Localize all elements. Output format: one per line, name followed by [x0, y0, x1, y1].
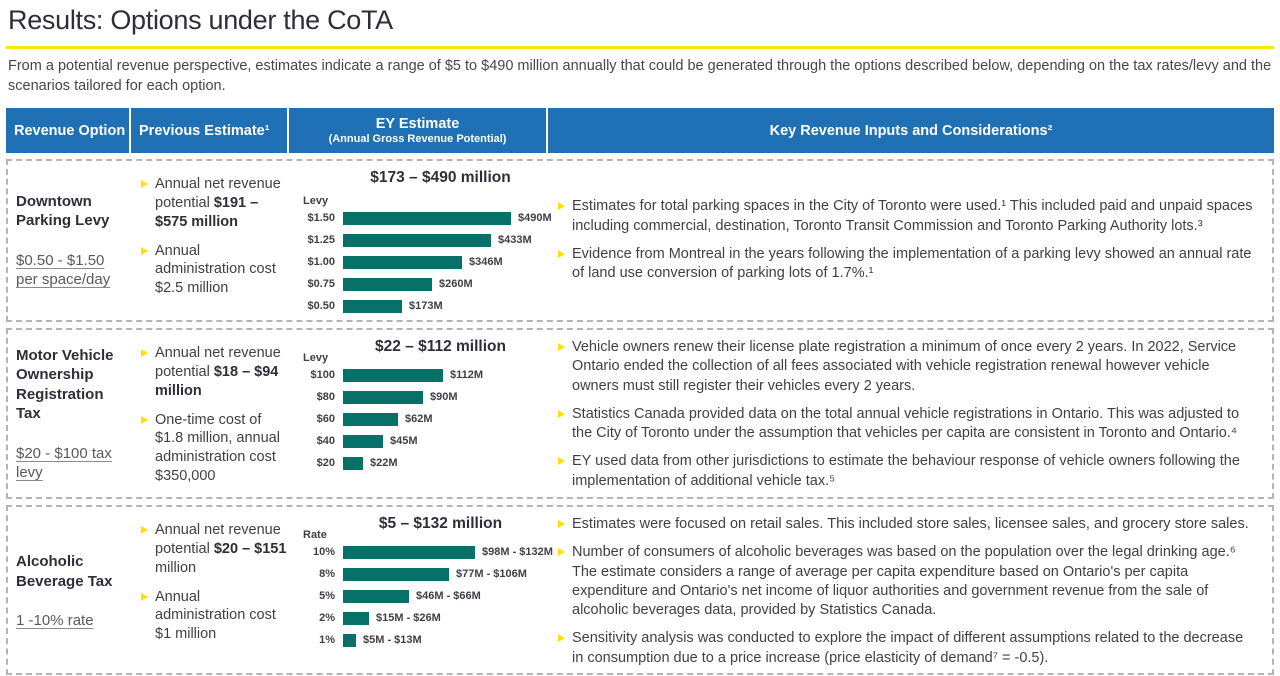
chart-category-label: $1.50	[307, 212, 335, 224]
bullet-triangle-icon	[558, 250, 565, 258]
chart-bar	[343, 590, 409, 603]
cell-previous-estimate	[133, 161, 291, 320]
chart-bar	[343, 612, 369, 625]
chart-bar	[343, 568, 449, 581]
cell-considerations	[550, 161, 1272, 320]
header-ey-estimate-label: EY Estimate	[375, 116, 460, 132]
chart-category-label: $1.00	[307, 256, 335, 268]
table-row-motor-vehicle-tax	[6, 328, 1274, 499]
option-name: Alcoholic Beverage Tax	[16, 553, 113, 590]
chart-category-label: 5%	[319, 590, 335, 602]
bullet-triangle-icon	[558, 457, 565, 465]
chart-header	[295, 515, 550, 541]
bullet-text: Evidence from Montreal in the years following the implementation of a parking levy showed an annual rate of land use conversion of parking lots of 1.7%.¹	[572, 246, 1252, 282]
bullet-item	[141, 175, 287, 232]
chart-value-label: $346M	[469, 256, 503, 268]
bullet-triangle-icon	[558, 634, 565, 642]
bar-chart-vehicle-tax	[295, 338, 550, 474]
bullet-triangle-icon	[141, 526, 148, 534]
chart-bar	[343, 435, 383, 448]
bullet-triangle-icon	[141, 180, 148, 188]
bullet-triangle-icon	[141, 247, 148, 255]
chart-category-label: 2%	[319, 612, 335, 624]
option-range: $0.50 - $1.50 per space/day	[16, 251, 111, 288]
bullet-item	[558, 515, 1256, 534]
chart-bar	[343, 634, 356, 647]
chart-bar-row	[295, 273, 550, 295]
chart-value-label: $22M	[370, 457, 398, 469]
chart-bar	[343, 457, 363, 470]
bullet-text: Vehicle owners renew their license plate registration a minimum of once every 2 years. In 2022, Service Ontario ended the collection of all fees associated with vehicle registration renewal however vehicle owners must still register their vehicles every 2 years.	[572, 339, 1237, 394]
cell-ey-estimate-chart	[291, 330, 550, 499]
bullet-text: Statistics Canada provided data on the total annual vehicle registrations in Ontario. This was adjusted to the City of Toronto under the assumption that vehicles per capita are consistent in Toronto and Ontario.⁴	[572, 405, 1240, 442]
chart-axis-label: Levy	[303, 195, 329, 207]
chart-bar-row	[295, 452, 550, 474]
chart-bar	[343, 212, 511, 225]
chart-bar	[343, 278, 432, 291]
bullet-item	[558, 452, 1256, 491]
chart-bar	[343, 300, 402, 313]
chart-bar-row	[295, 430, 550, 452]
chart-value-label: $112M	[450, 369, 484, 381]
chart-value-label: $15M - $26M	[376, 612, 441, 624]
bullet-triangle-icon	[141, 416, 148, 424]
option-range: $20 - $100 tax levy	[16, 444, 112, 482]
chart-value-label: $46M - $66M	[416, 590, 481, 602]
cell-option	[8, 161, 133, 320]
bar-chart-alcohol-tax	[295, 515, 553, 651]
bullet-item	[141, 344, 287, 401]
bullet-text: Estimates were focused on retail sales. This included store sales, licensee sales, and grocery store sales.	[572, 516, 1249, 532]
header-cell-key-inputs: Key Revenue Inputs and Considerations²	[548, 108, 1274, 153]
cell-previous-estimate	[133, 330, 291, 499]
bullet-text: Sensitivity analysis was conducted to explore the impact of different assumptions related to the decrease in consumption due to a price increase (price elasticity of demand⁷ = -0.5).	[572, 630, 1244, 666]
bullet-triangle-icon	[558, 520, 565, 528]
header-cell-ey-estimate	[289, 108, 548, 153]
chart-bar-row	[295, 607, 550, 629]
chart-bar-row	[295, 207, 550, 229]
option-name: Downtown Parking Levy	[16, 192, 110, 229]
chart-value-label: $77M - $106M	[456, 568, 527, 580]
table-row-downtown-parking-levy	[6, 159, 1274, 322]
cell-ey-estimate-chart	[291, 161, 550, 320]
chart-bars	[295, 541, 553, 651]
chart-category-label: 10%	[312, 546, 335, 558]
chart-value-label: $490M	[518, 212, 552, 224]
bullet-text: Annual administration cost $1 million	[155, 588, 276, 643]
chart-bar-row	[295, 364, 550, 386]
table-row-alcoholic-beverage-tax	[6, 505, 1274, 675]
intro-text: From a potential revenue perspective, estimates indicate a range of $5 to $490 million annually that could be generated through the options described below, depending on the tax rates/levy and the scenarios tailored for each option.	[8, 58, 1272, 94]
page-title: Results: Options under the CoTA	[8, 5, 393, 35]
chart-bar-row	[295, 585, 550, 607]
chart-value-label: $260M	[439, 278, 473, 290]
chart-bar	[343, 413, 398, 426]
bullet-text: One-time cost of $1.8 million, annual administration cost $350,000	[155, 411, 280, 485]
chart-category-label: $100	[310, 369, 335, 381]
chart-bars	[295, 364, 550, 474]
bullet-item	[558, 543, 1256, 620]
chart-title: $173 – $490 million	[370, 169, 511, 186]
bullet-text: Annual net revenue potential $191 – $575 million	[155, 176, 281, 230]
bullet-text: Estimates for total parking spaces in the City of Toronto were used.¹ This included paid and unpaid spaces including commercial, destination, Toronto Transit Commission and Toronto Parking Authority lots.³	[572, 198, 1253, 234]
table-header-row	[6, 108, 1274, 153]
bullet-triangle-icon	[141, 593, 148, 601]
bullet-item	[558, 245, 1256, 284]
chart-axis-label: Rate	[303, 529, 327, 541]
chart-value-label: $98M - $132M	[482, 546, 553, 558]
cell-ey-estimate-chart	[291, 507, 553, 676]
chart-bar	[343, 391, 423, 404]
chart-value-label: $5M - $13M	[363, 634, 422, 646]
chart-bar-row	[295, 563, 550, 585]
bullet-item	[141, 411, 287, 486]
bullet-triangle-icon	[558, 548, 565, 556]
bullet-text: Annual net revenue potential $18 – $94 million	[155, 345, 281, 399]
header-ey-estimate-subtitle: (Annual Gross Revenue Potential)	[328, 133, 507, 145]
bullet-text: Number of consumers of alcoholic beverages was based on the population over the legal drinking age.⁶ The estimate considers a range of average per capita expenditure based on Ontario's per capita expenditure and Ontario's net income of liquor authorities and government revenue from the sale of alcoholic beverages data, provided by Statistics Canada.	[572, 544, 1236, 619]
chart-value-label: $62M	[405, 413, 433, 425]
option-range: 1 -10% rate	[16, 612, 94, 630]
cell-option	[8, 507, 133, 676]
chart-bar	[343, 546, 475, 559]
chart-bar-row	[295, 251, 550, 273]
bullet-item	[558, 405, 1256, 444]
cell-option	[8, 330, 133, 499]
title-accent-rule	[6, 46, 1274, 49]
option-name: Motor Vehicle Ownership Registration Tax	[16, 346, 114, 423]
bar-chart-parking-levy	[295, 169, 550, 317]
chart-axis-label: Levy	[303, 352, 329, 364]
cell-considerations	[550, 330, 1272, 499]
chart-bar	[343, 234, 491, 247]
bullet-item	[558, 629, 1256, 668]
chart-bar-row	[295, 229, 550, 251]
chart-category-label: $20	[316, 457, 335, 469]
results-table	[6, 108, 1274, 675]
slide	[0, 5, 1280, 676]
header-cell-previous-estimate: Previous Estimate¹	[131, 108, 289, 153]
chart-bar	[343, 369, 443, 382]
chart-category-label: $60	[316, 413, 335, 425]
chart-bar-row	[295, 629, 550, 651]
bullet-item	[141, 521, 287, 578]
chart-category-label: 8%	[319, 568, 335, 580]
chart-header	[295, 338, 550, 364]
chart-bar-row	[295, 386, 550, 408]
chart-value-label: $45M	[390, 435, 418, 447]
bullet-text: Annual net revenue potential $20 – $151 million	[155, 522, 287, 576]
chart-header	[295, 169, 550, 207]
chart-category-label: $80	[316, 391, 335, 403]
chart-category-label: $0.50	[307, 300, 335, 312]
cell-previous-estimate	[133, 507, 291, 676]
chart-value-label: $90M	[430, 391, 458, 403]
bullet-triangle-icon	[558, 202, 565, 210]
chart-bar-row	[295, 541, 553, 563]
chart-bars	[295, 207, 550, 317]
bullet-item	[558, 197, 1256, 236]
header-cell-revenue-option: Revenue Option	[6, 108, 131, 153]
chart-bar	[343, 256, 462, 269]
cell-considerations	[550, 507, 1272, 676]
chart-title: $5 – $132 million	[378, 515, 503, 532]
bullet-item	[141, 242, 287, 299]
bullet-item	[141, 588, 287, 645]
chart-value-label: $433M	[498, 234, 532, 246]
bullet-triangle-icon	[558, 343, 565, 351]
chart-category-label: 1%	[319, 634, 335, 646]
chart-category-label: $40	[316, 435, 335, 447]
bullet-triangle-icon	[558, 410, 565, 418]
chart-category-label: $1.25	[307, 234, 335, 246]
chart-bar-row	[295, 408, 550, 430]
bullet-text: EY used data from other jurisdictions to estimate the behaviour response of vehicle owners following the implementation of additional vehicle tax.⁵	[572, 453, 1240, 489]
chart-bar-row	[295, 295, 550, 317]
bullet-text: Annual administration cost $2.5 million	[155, 242, 276, 297]
chart-value-label: $173M	[409, 300, 443, 312]
bullet-item	[558, 338, 1256, 396]
bullet-triangle-icon	[141, 349, 148, 357]
chart-category-label: $0.75	[307, 278, 335, 290]
chart-title: $22 – $112 million	[375, 338, 506, 355]
